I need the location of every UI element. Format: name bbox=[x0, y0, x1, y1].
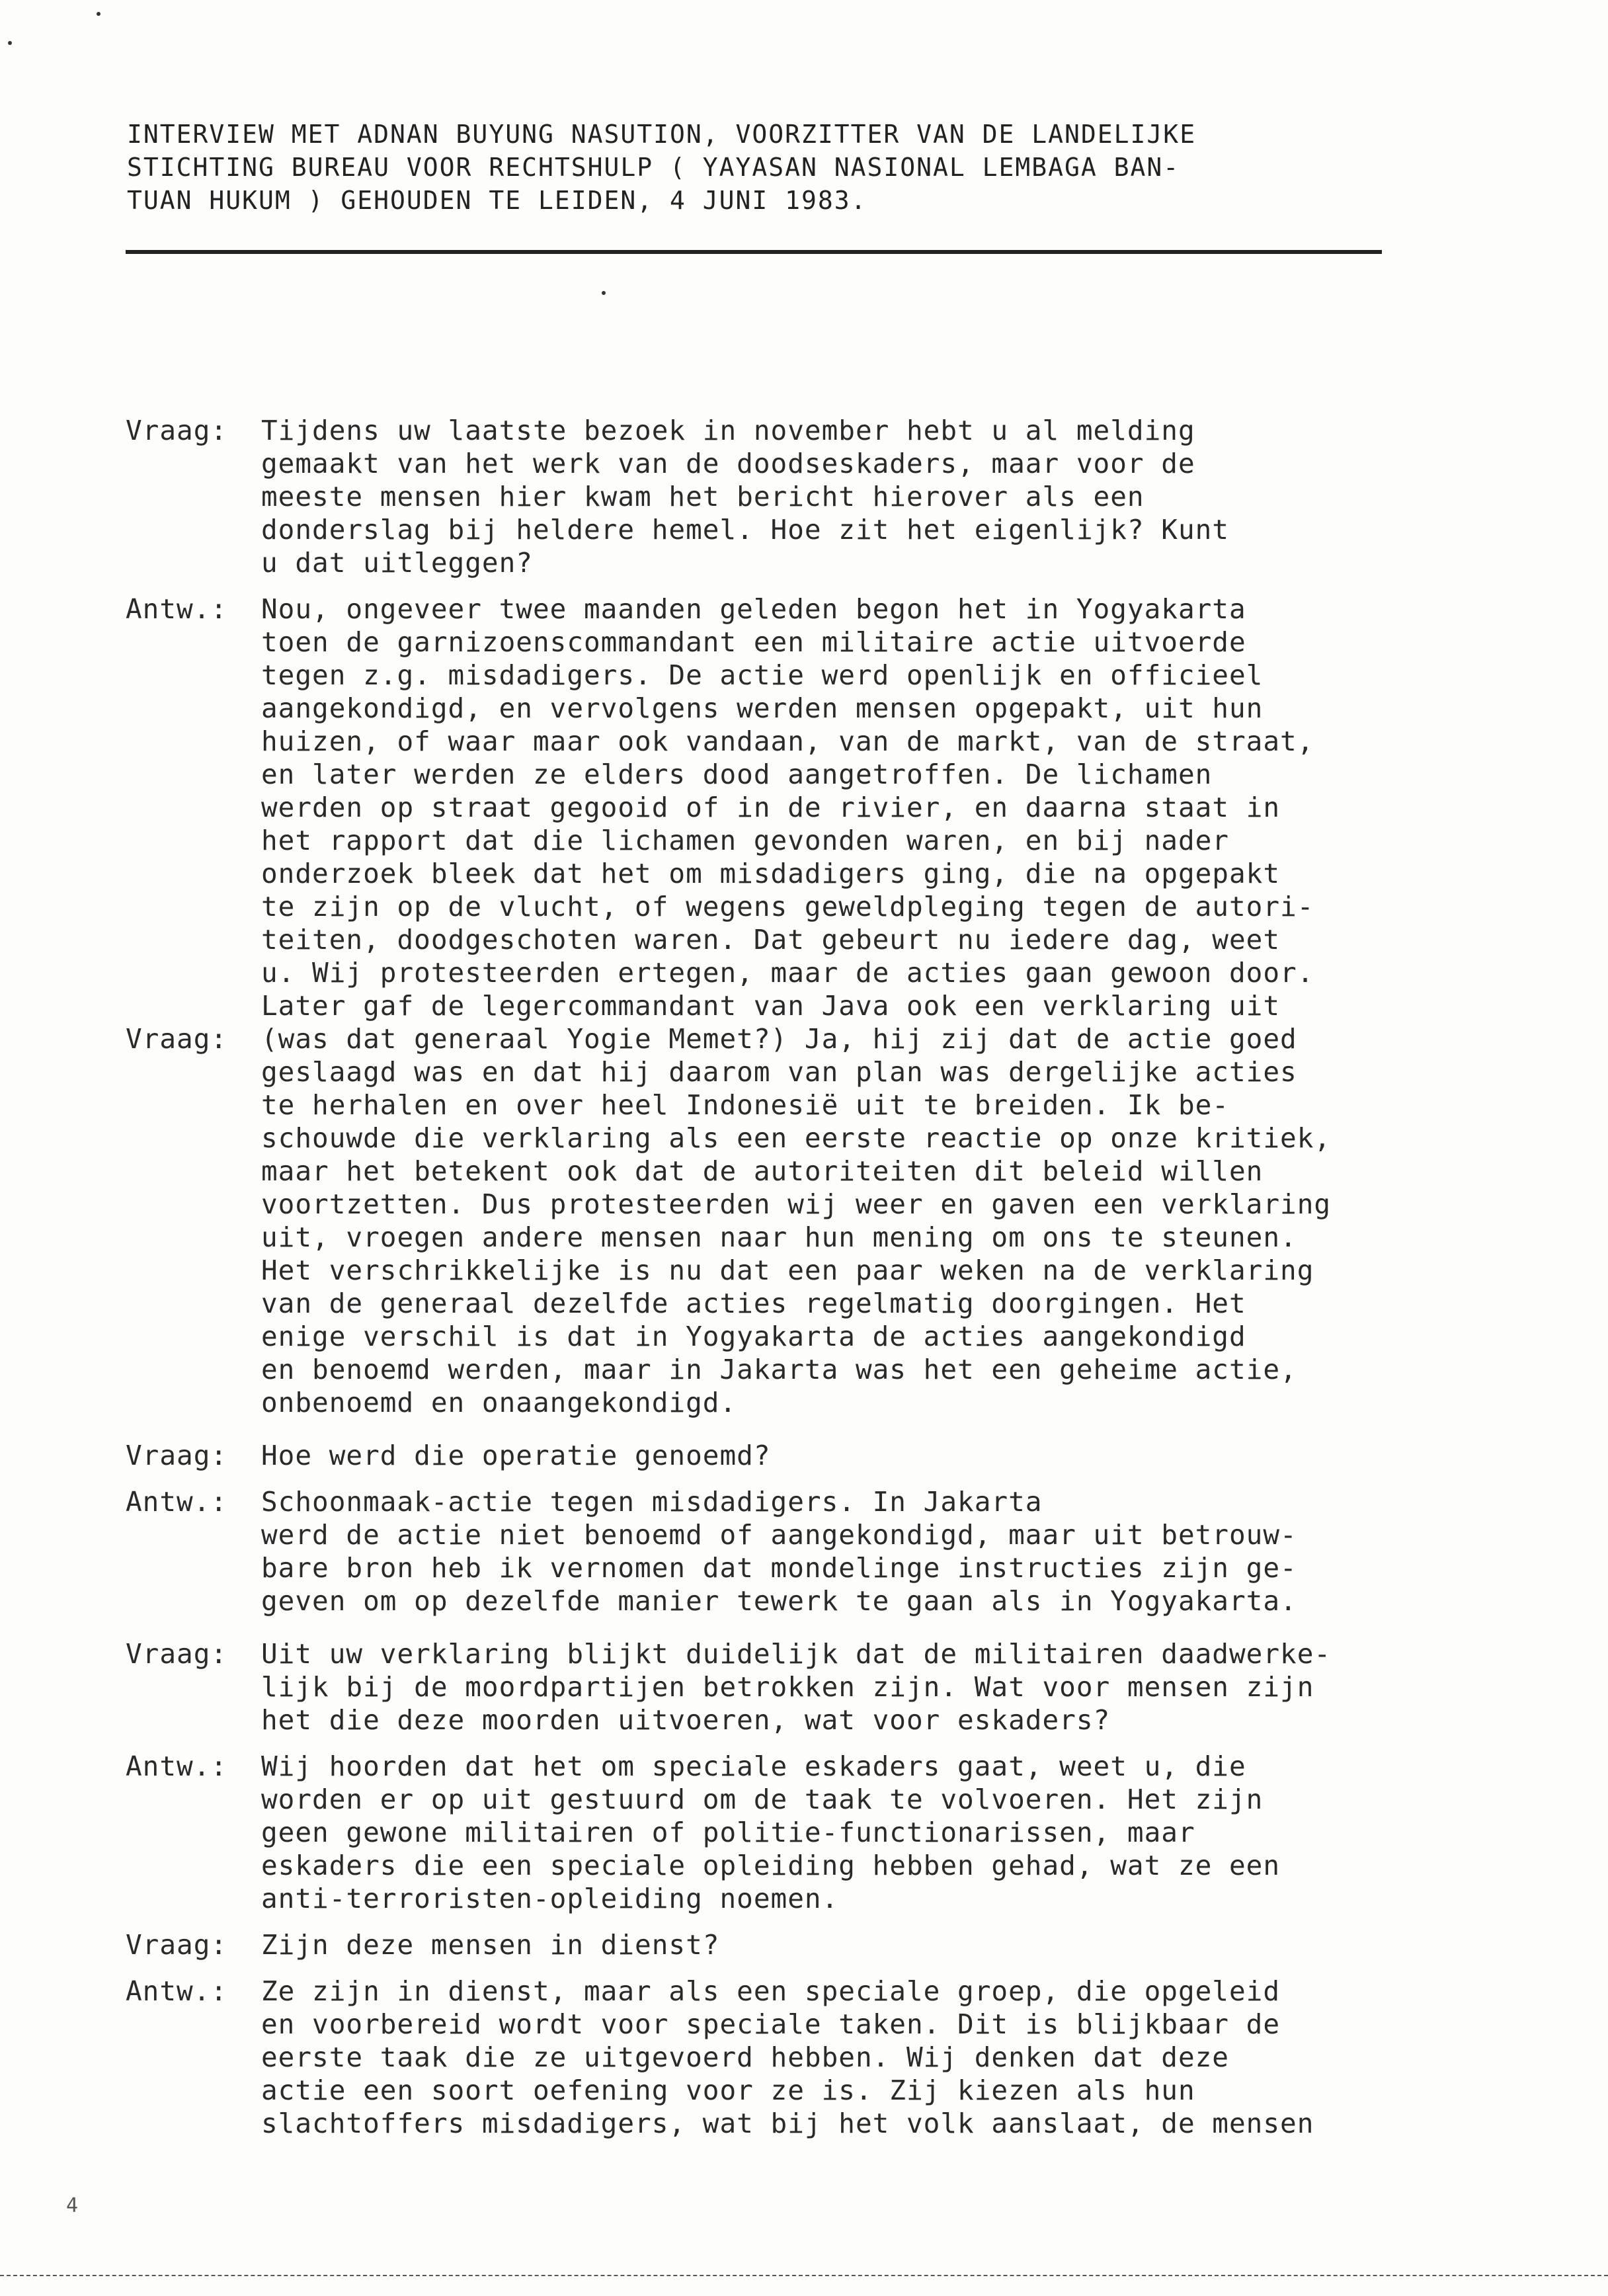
text-line: huizen, of waar maar ook vandaan, van de markt, van de straat, bbox=[261, 725, 1314, 757]
text-line: Nou, ongeveer twee maanden geleden begon het in Yogyakarta bbox=[261, 593, 1246, 625]
text-line: geslaagd was en dat hij daarom van plan was dergelijke acties bbox=[261, 1056, 1297, 1088]
speaker-label: Vraag: bbox=[126, 1440, 228, 1471]
page-number: 4 bbox=[66, 2194, 79, 2217]
text-line: Hoe werd die operatie genoemd? bbox=[261, 1440, 771, 1471]
footer-rule bbox=[0, 2275, 1608, 2276]
text-line: toen de garnizoenscommandant een militaire actie uitvoerde bbox=[261, 626, 1246, 658]
document-title bbox=[127, 118, 1423, 217]
text-line: en later werden ze elders dood aangetroffen. De lichamen bbox=[261, 758, 1213, 790]
text-line: onderzoek bleek dat het om misdadigers ging, die na opgepakt bbox=[261, 858, 1281, 889]
text-line: uit, vroegen andere mensen naar hun mening om ons te steunen. bbox=[261, 1221, 1297, 1253]
title-line: STICHTING BUREAU VOOR RECHTSHULP ( YAYASAN NASIONAL LEMBAGA BAN- bbox=[127, 153, 1180, 182]
interview-question bbox=[126, 1439, 1527, 1472]
text-line: werden op straat gegooid of in de rivier, en daarna staat in bbox=[261, 792, 1281, 823]
text-line: Uit uw verklaring blijkt duidelijk dat de militairen daadwerke- bbox=[261, 1638, 1332, 1670]
text-line: Zijn deze mensen in dienst? bbox=[261, 1929, 720, 1961]
text-line: het rapport dat die lichamen gevonden waren, en bij nader bbox=[261, 825, 1229, 856]
text-line: en voorbereid wordt voor speciale taken. Dit is blijkbaar de bbox=[261, 2008, 1281, 2040]
text-line: schouwde die verklaring als een eerste reactie op onze kritiek, bbox=[261, 1122, 1332, 1154]
speaker-label: Vraag: bbox=[126, 1929, 228, 1961]
speaker-label: Antw.: bbox=[126, 593, 228, 625]
text-line: te zijn op de vlucht, of wegens geweldpleging tegen de autori- bbox=[261, 891, 1314, 922]
text-line: u dat uitleggen? bbox=[261, 547, 533, 579]
text-line: gemaakt van het werk van de doodseskaders, maar voor de bbox=[261, 448, 1195, 479]
text-line: werd de actie niet benoemd of aangekondigd, maar uit betrouw- bbox=[261, 1519, 1297, 1551]
text-line: u. Wij protesteerden ertegen, maar de acties gaan gewoon door. bbox=[261, 957, 1314, 989]
text-line: aangekondigd, en vervolgens werden mensen opgepakt, uit hun bbox=[261, 692, 1264, 724]
text-line: eerste taak die ze uitgevoerd hebben. Wij denken dat deze bbox=[261, 2041, 1229, 2073]
text-line: geen gewone militairen of politie-functionarissen, maar bbox=[261, 1817, 1195, 1848]
speaker-label: Antw.: bbox=[126, 1975, 228, 2007]
text-line: lijk bij de moordpartijen betrokken zijn. Wat voor mensen zijn bbox=[261, 1671, 1314, 1703]
text-line: donderslag bij heldere hemel. Hoe zit het eigenlijk? Kunt bbox=[261, 514, 1229, 546]
text-line: anti-terroristen-opleiding noemen. bbox=[261, 1883, 839, 1914]
text-line: onbenoemd en onaangekondigd. bbox=[261, 1387, 737, 1418]
text-line: voortzetten. Dus protesteerden wij weer en gaven een verklaring bbox=[261, 1188, 1332, 1220]
interview-answer bbox=[126, 1485, 1527, 1618]
text-line: maar het betekent ook dat de autoriteiten dit beleid willen bbox=[261, 1155, 1264, 1187]
text-line: het die deze moorden uitvoeren, wat voor eskaders? bbox=[261, 1704, 1111, 1736]
interview-question bbox=[126, 1637, 1527, 1737]
text-line: Wij hoorden dat het om speciale eskaders gaat, weet u, die bbox=[261, 1750, 1246, 1782]
interview-answer bbox=[126, 593, 1527, 1419]
text-line: slachtoffers misdadigers, wat bij het volk aanslaat, de mensen bbox=[261, 2108, 1314, 2139]
text-line: en benoemd werden, maar in Jakarta was het een geheime actie, bbox=[261, 1354, 1297, 1385]
text-line: geven om op dezelfde manier tewerk te gaan als in Yogyakarta. bbox=[261, 1585, 1297, 1617]
text-line: Later gaf de legercommandant van Java ook een verklaring uit bbox=[261, 990, 1281, 1022]
text-line: (was dat generaal Yogie Memet?) Ja, hij zij dat de actie goed bbox=[261, 1023, 1297, 1055]
speaker-label: Vraag: bbox=[126, 415, 228, 446]
text-line: teiten, doodgeschoten waren. Dat gebeurt nu iedere dag, weet bbox=[261, 924, 1281, 956]
text-line: eskaders die een speciale opleiding hebben gehad, wat ze een bbox=[261, 1850, 1281, 1881]
interview-question bbox=[126, 414, 1527, 579]
page-speck bbox=[97, 12, 100, 16]
speaker-label: Antw.: bbox=[126, 1750, 228, 1782]
text-line: actie een soort oefening voor ze is. Zij kiezen als hun bbox=[261, 2074, 1195, 2106]
text-line: van de generaal dezelfde acties regelmatig doorgingen. Het bbox=[261, 1288, 1246, 1319]
text-line: Tijdens uw laatste bezoek in november hebt u al melding bbox=[261, 415, 1195, 446]
interview-question bbox=[126, 1928, 1527, 1961]
title-line: INTERVIEW MET ADNAN BUYUNG NASUTION, VOORZITTER VAN DE LANDELIJKE bbox=[127, 120, 1197, 149]
text-line: te herhalen en over heel Indonesië uit te breiden. Ik be- bbox=[261, 1089, 1229, 1121]
inline-question-label: Vraag: bbox=[126, 1023, 228, 1055]
title-underline bbox=[126, 250, 1382, 254]
text-line: tegen z.g. misdadigers. De actie werd openlijk en officieel bbox=[261, 659, 1264, 691]
text-line: enige verschil is dat in Yogyakarta de acties aangekondigd bbox=[261, 1321, 1246, 1352]
text-line: worden er op uit gestuurd om de taak te volvoeren. Het zijn bbox=[261, 1784, 1264, 1815]
text-line: Schoonmaak-actie tegen misdadigers. In Jakarta bbox=[261, 1486, 1043, 1518]
text-line: Het verschrikkelijke is nu dat een paar weken na de verklaring bbox=[261, 1254, 1314, 1286]
text-line: bare bron heb ik vernomen dat mondelinge instructies zijn ge- bbox=[261, 1552, 1297, 1584]
speaker-label: Vraag: bbox=[126, 1638, 228, 1670]
page-speck bbox=[8, 41, 12, 45]
text-line: Ze zijn in dienst, maar als een speciale groep, die opgeleid bbox=[261, 1975, 1281, 2007]
title-line: TUAN HUKUM ) GEHOUDEN TE LEIDEN, 4 JUNI 1983. bbox=[127, 186, 867, 215]
interview-answer bbox=[126, 1975, 1527, 2140]
interview-answer bbox=[126, 1750, 1527, 1915]
page-speck bbox=[602, 291, 606, 295]
text-line: meeste mensen hier kwam het bericht hierover als een bbox=[261, 481, 1145, 512]
speaker-label: Antw.: bbox=[126, 1486, 228, 1518]
